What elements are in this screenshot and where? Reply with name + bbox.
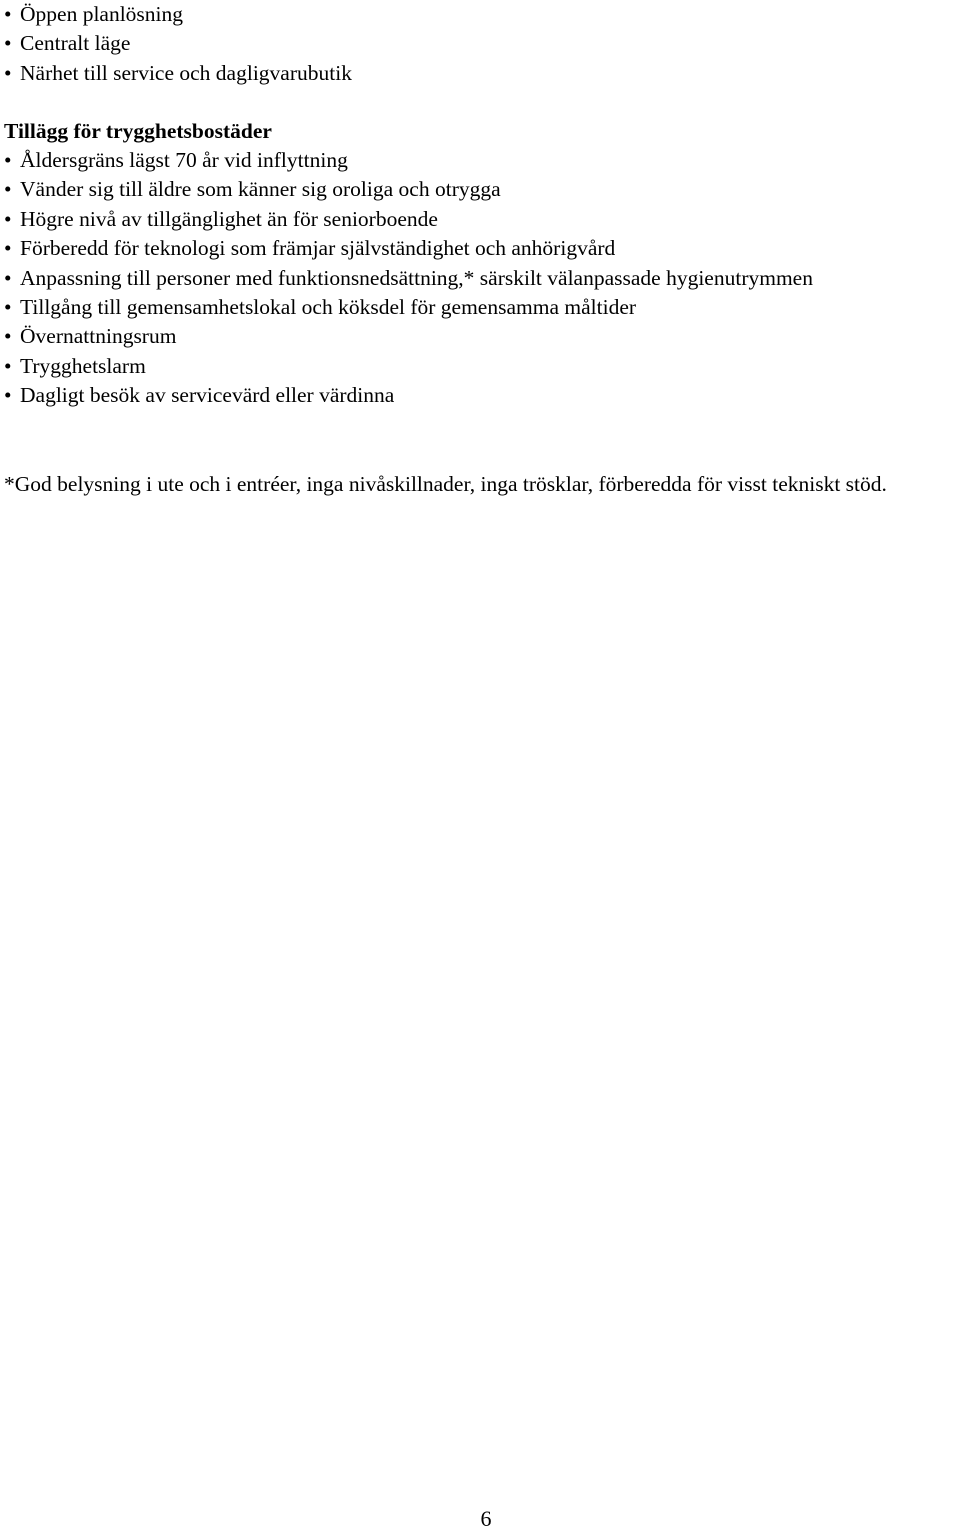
bullet-icon: • <box>4 324 12 349</box>
list-item <box>4 175 960 204</box>
list-item <box>4 322 960 351</box>
list-item <box>4 264 960 293</box>
list-item <box>4 59 960 88</box>
security-bullet-list <box>4 146 960 411</box>
list-item-text: Tillgång till gemensamhetslokal och köksdel för gemensamma måltider <box>20 294 637 319</box>
list-item-text: Centralt läge <box>20 31 131 56</box>
list-item-text: Förberedd för teknologi som främjar självständighet och anhörigvård <box>20 236 616 261</box>
bullet-icon: • <box>4 236 12 261</box>
list-item-text: Trygghetslarm <box>20 353 146 378</box>
bullet-icon: • <box>4 206 12 231</box>
list-item-text: Högre nivå av tillgänglighet än för seniorboende <box>20 206 438 231</box>
list-item <box>4 234 960 263</box>
list-item-text: Åldersgräns lägst 70 år vid inflyttning <box>20 148 348 172</box>
bullet-icon: • <box>4 383 12 408</box>
list-item <box>4 381 960 410</box>
list-item-text: Vänder sig till äldre som känner sig oroliga och otrygga <box>20 177 501 202</box>
section-heading: Tillägg för trygghetsbostäder <box>4 119 272 143</box>
list-item <box>4 29 960 58</box>
bullet-icon: • <box>4 148 12 172</box>
list-item <box>4 293 960 322</box>
intro-bullet-list <box>4 0 960 88</box>
list-item-text: Dagligt besök av servicevärd eller värdinna <box>20 383 395 408</box>
bullet-icon: • <box>4 353 12 378</box>
bullet-icon: • <box>4 2 12 26</box>
bullet-icon: • <box>4 265 12 290</box>
bullet-icon: • <box>4 294 12 319</box>
list-item-text: Öppen planlösning <box>20 2 184 26</box>
list-item <box>4 0 960 29</box>
footnote: *God belysning i ute och i entréer, inga nivåskillnader, inga trösklar, förberedda för visst tekniskt stöd. <box>4 472 887 496</box>
list-item <box>4 352 960 381</box>
list-item-text: Närhet till service och dagligvarubutik <box>20 60 352 85</box>
bullet-icon: • <box>4 60 12 85</box>
list-item <box>4 146 960 175</box>
list-item <box>4 205 960 234</box>
bullet-icon: • <box>4 177 12 202</box>
bullet-icon: • <box>4 31 12 56</box>
list-item-text: Anpassning till personer med funktionsnedsättning,* särskilt välanpassade hygienutrymmen <box>20 265 813 290</box>
list-item-text: Övernattningsrum <box>20 324 177 349</box>
page-number: 6 <box>480 1506 492 1531</box>
